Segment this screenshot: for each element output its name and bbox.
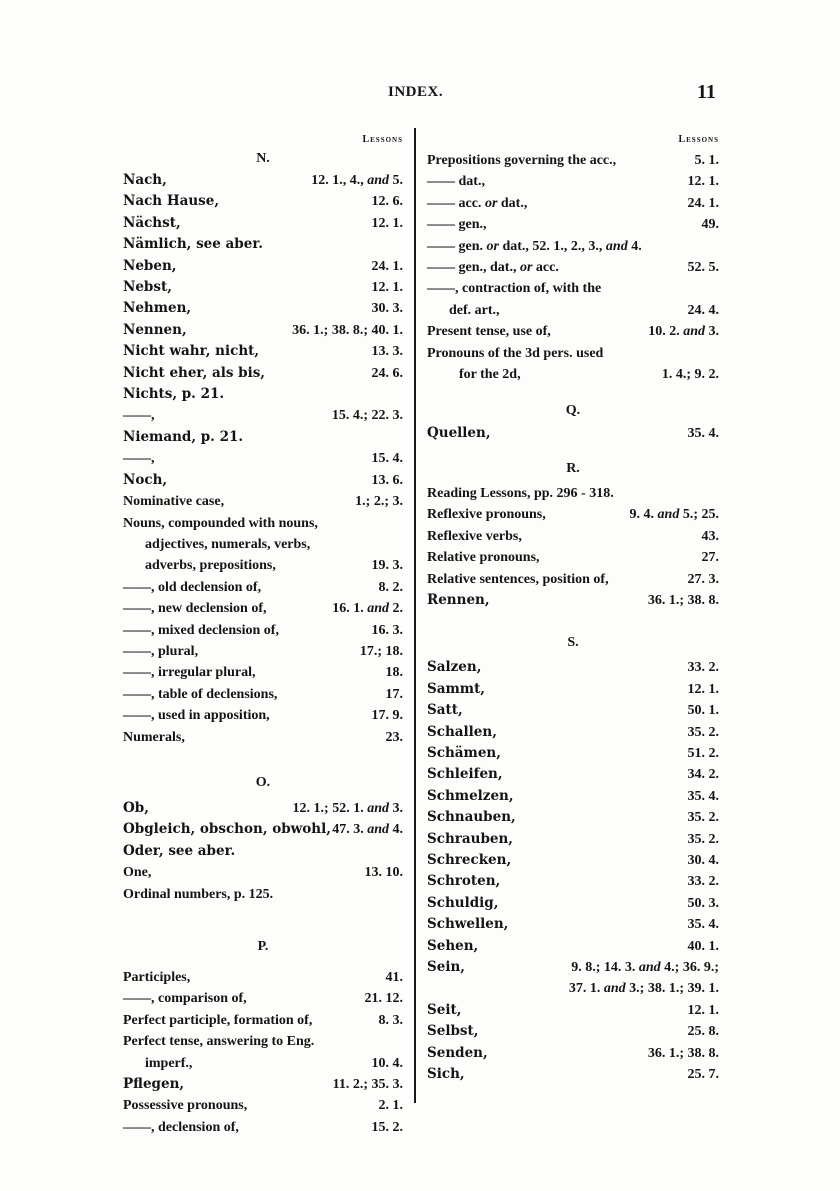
index-term: Nominative case, xyxy=(123,494,225,510)
index-term: Reflexive verbs, xyxy=(427,528,522,544)
index-column-right xyxy=(427,134,719,1085)
index-term: Quellen, xyxy=(427,425,491,442)
section-letter-heading: Q. xyxy=(565,403,581,419)
index-entry xyxy=(123,598,403,619)
index-term: Sein, xyxy=(427,959,465,975)
index-term: Reading Lessons, pp. 296 - 318. xyxy=(427,485,614,501)
lesson-reference: 24. 1. xyxy=(371,258,403,274)
index-entry xyxy=(427,278,719,299)
index-entry xyxy=(427,590,719,611)
lesson-reference: 33. 2. xyxy=(687,874,719,890)
lesson-reference: 50. 3. xyxy=(687,895,719,911)
index-term: Neben, xyxy=(123,257,177,274)
index-term: Prepositions governing the acc., xyxy=(427,153,617,168)
index-entry xyxy=(123,405,403,426)
index-entry xyxy=(427,300,719,321)
index-term: Schämen, xyxy=(427,744,501,761)
index-term: Nehmen, xyxy=(123,300,192,317)
index-term: Nach Hause, xyxy=(123,193,220,210)
index-term: Participles, xyxy=(123,970,191,985)
lesson-reference: 11. 2.; 35. 3. xyxy=(332,1077,403,1093)
lesson-reference: 23. xyxy=(385,729,403,745)
index-entry xyxy=(427,171,719,192)
index-entry xyxy=(427,764,719,785)
index-column-left xyxy=(123,134,403,1138)
index-entry xyxy=(427,1043,719,1064)
lesson-reference: 10. 2. and 3. xyxy=(648,324,719,340)
index-term: ——, used in apposition, xyxy=(123,708,270,724)
section-letter-heading: R. xyxy=(566,460,580,476)
lesson-reference: 35. 4. xyxy=(687,426,719,442)
index-term: —— gen. or dat., 52. 1., 2., 3., and 4. xyxy=(427,238,642,254)
lesson-reference: 35. 2. xyxy=(687,724,719,740)
section-letter-heading: O. xyxy=(255,774,271,790)
lesson-reference: 19. 3. xyxy=(371,558,403,574)
index-term: Obgleich, obschon, obwohl, xyxy=(123,821,331,838)
index-entry xyxy=(427,743,719,764)
index-term: Relative pronouns, xyxy=(427,550,540,566)
index-entry xyxy=(123,298,403,319)
index-entry xyxy=(427,893,719,914)
lesson-reference: 13. 6. xyxy=(371,472,403,488)
index-term: Pflegen, xyxy=(123,1076,185,1093)
index-entry xyxy=(123,1031,403,1052)
index-term: Perfect tense, answering to Eng. xyxy=(123,1034,315,1050)
index-term: Satt, xyxy=(427,702,463,719)
index-entry xyxy=(123,1053,403,1074)
index-term: def. art., xyxy=(449,302,500,318)
lesson-reference: 35. 4. xyxy=(687,917,719,933)
index-entry xyxy=(427,483,719,504)
index-term: Reflexive pronouns, xyxy=(427,507,546,523)
lesson-reference: 5. 1. xyxy=(694,153,719,168)
lesson-reference: 1. 4.; 9. 2. xyxy=(661,367,719,383)
index-entry xyxy=(123,884,403,905)
index-entry xyxy=(427,807,719,828)
index-entry xyxy=(427,257,719,278)
index-term: ——, table of declensions, xyxy=(123,686,278,702)
index-term: Ordinal numbers, p. 125. xyxy=(123,886,274,902)
index-entry xyxy=(123,662,403,683)
index-term: Nicht wahr, nicht, xyxy=(123,343,260,360)
index-term: Rennen, xyxy=(427,591,490,608)
index-entry xyxy=(427,679,719,700)
index-entry xyxy=(427,1064,719,1085)
lesson-reference: 12. 1. xyxy=(687,1002,719,1018)
index-term: Present tense, use of, xyxy=(427,324,551,340)
lesson-reference: 12. 1. xyxy=(371,280,403,296)
lesson-reference: 17. 9. xyxy=(371,708,403,724)
section-letter-heading: S. xyxy=(567,635,579,651)
index-entry xyxy=(427,236,719,257)
lesson-reference: 47. 3. and 4. xyxy=(332,822,403,838)
lesson-reference: 50. 1. xyxy=(687,703,719,719)
index-entry xyxy=(123,1095,403,1116)
index-term: Nämlich, see aber. xyxy=(123,236,263,253)
index-entry xyxy=(427,1000,719,1021)
index-term: Sammt, xyxy=(427,680,486,697)
index-entry xyxy=(427,214,719,235)
index-term: ——, irregular plural, xyxy=(123,665,256,681)
index-entry xyxy=(123,727,403,748)
index-entry xyxy=(427,526,719,547)
index-term: Nicht eher, als bis, xyxy=(123,364,266,381)
index-entry xyxy=(427,423,719,444)
index-entry xyxy=(427,700,719,721)
index-entry xyxy=(123,684,403,705)
lesson-reference: 30. 3. xyxy=(371,301,403,317)
lesson-reference: 35. 4. xyxy=(687,788,719,804)
lesson-reference: 15. 2. xyxy=(371,1119,403,1135)
index-term: Schrecken, xyxy=(427,851,512,868)
index-term: adverbs, prepositions, xyxy=(145,558,276,574)
lesson-reference: 15. 4.; 22. 3. xyxy=(331,408,403,424)
index-entry xyxy=(123,705,403,726)
column-divider xyxy=(414,128,416,1103)
index-term: Schroten, xyxy=(427,873,501,890)
lesson-reference: 9. 8.; 14. 3. and 4.; 36. 9.; xyxy=(571,960,719,975)
index-term: Seit, xyxy=(427,1001,462,1018)
index-term: Perfect participle, formation of, xyxy=(123,1012,313,1028)
index-entry xyxy=(427,569,719,590)
lesson-reference: 43. xyxy=(701,528,719,544)
page-header xyxy=(0,81,840,108)
index-term: Nebst, xyxy=(123,279,172,296)
index-entry xyxy=(427,547,719,568)
lesson-reference: 35. 2. xyxy=(687,810,719,826)
lesson-reference: 8. 2. xyxy=(378,579,403,595)
lesson-reference: 24. 1. xyxy=(687,195,719,211)
index-entry xyxy=(427,786,719,807)
index-entry xyxy=(427,1021,719,1042)
index-term: —— acc. or dat., xyxy=(427,195,528,211)
index-term: imperf., xyxy=(145,1055,193,1071)
index-entry xyxy=(123,170,403,191)
index-term: Pronouns of the 3d pers. used xyxy=(427,345,604,361)
index-term: Nichts, p. 21. xyxy=(123,386,225,403)
index-term: ——, xyxy=(123,451,155,467)
index-term: Sich, xyxy=(427,1066,465,1083)
index-entry xyxy=(123,213,403,234)
index-term: Nach, xyxy=(123,172,167,188)
index-entry xyxy=(123,277,403,298)
lesson-reference: 17.; 18. xyxy=(359,643,403,659)
index-entry xyxy=(427,321,719,342)
lesson-reference: 37. 1. and 3.; 38. 1.; 39. 1. xyxy=(568,981,719,997)
index-entry xyxy=(123,798,403,819)
lesson-reference: 8. 3. xyxy=(378,1012,403,1028)
section-letter-heading: P. xyxy=(257,939,269,954)
index-term: Oder, see aber. xyxy=(123,842,236,859)
index-entry xyxy=(427,343,719,364)
index-term: Schallen, xyxy=(427,723,497,740)
index-term: Nouns, compounded with nouns, xyxy=(123,515,318,531)
lesson-reference: 25. 7. xyxy=(687,1067,719,1083)
index-entry xyxy=(123,384,403,405)
index-term: Nächst, xyxy=(123,214,181,231)
index-term: Numerals, xyxy=(123,729,185,745)
index-entry xyxy=(123,256,403,277)
lesson-reference: 25. 8. xyxy=(687,1024,719,1040)
lesson-reference: 24. 6. xyxy=(371,365,403,381)
page-number: 11 xyxy=(697,81,716,103)
lesson-reference: 52. 5. xyxy=(687,260,719,276)
index-term: Selbst, xyxy=(427,1023,479,1040)
section-letter-heading: N. xyxy=(256,151,270,166)
index-entry xyxy=(427,850,719,871)
lesson-reference: 12. 1. xyxy=(687,174,719,190)
lesson-reference: 12. 6. xyxy=(371,194,403,210)
lesson-reference: 12. 1. xyxy=(371,215,403,231)
index-entry xyxy=(123,234,403,255)
lesson-reference: 40. 1. xyxy=(687,938,719,954)
index-term: ——, plural, xyxy=(123,643,199,659)
index-entry xyxy=(427,364,719,385)
running-title: INDEX. xyxy=(388,84,444,100)
index-entry xyxy=(123,620,403,641)
index-term: ——, mixed declension of, xyxy=(123,622,279,638)
index-term: —— gen., dat., or acc. xyxy=(427,260,559,276)
index-entry xyxy=(123,320,403,341)
index-term: Schnauben, xyxy=(427,809,516,826)
index-term: adjectives, numerals, verbs, xyxy=(145,536,311,552)
index-term: One, xyxy=(123,865,152,881)
index-entry xyxy=(123,641,403,662)
index-entry xyxy=(427,829,719,850)
lesson-reference: 17. xyxy=(385,686,403,702)
index-entry xyxy=(427,193,719,214)
index-entry xyxy=(123,363,403,384)
index-entry xyxy=(427,957,719,978)
lesson-reference: 12. 1.; 52. 1. and 3. xyxy=(292,800,403,816)
index-entry xyxy=(123,555,403,576)
index-term: Salzen, xyxy=(427,659,482,676)
index-term: —— gen., xyxy=(427,217,487,233)
index-entry xyxy=(427,871,719,892)
lesson-reference: 1.; 2.; 3. xyxy=(355,494,403,510)
lesson-reference: 30. 4. xyxy=(687,852,719,868)
index-term: ——, declension of, xyxy=(123,1119,239,1135)
index-term: Nennen, xyxy=(123,321,187,338)
lesson-reference: 35. 2. xyxy=(687,831,719,847)
lesson-reference: 16. 3. xyxy=(371,622,403,638)
lessons-column-heading: Lessons xyxy=(362,134,403,145)
index-entry xyxy=(123,862,403,883)
lesson-reference: 41. xyxy=(385,970,403,985)
index-term: ——, comparison of, xyxy=(123,991,247,1007)
index-entry xyxy=(427,978,719,999)
index-entry xyxy=(123,841,403,862)
lessons-column-heading: Lessons xyxy=(678,134,719,145)
lesson-reference: 12. 1., 4., and 5. xyxy=(311,173,403,188)
lesson-reference: 24. 4. xyxy=(687,302,719,318)
index-term: Senden, xyxy=(427,1044,488,1061)
lesson-reference: 36. 1.; 38. 8. xyxy=(647,1045,719,1061)
lesson-reference: 16. 1. and 2. xyxy=(332,601,403,617)
index-entry xyxy=(123,470,403,491)
index-entry xyxy=(427,150,719,171)
lesson-reference: 10. 4. xyxy=(371,1055,403,1071)
lesson-reference: 18. xyxy=(385,665,403,681)
index-entry xyxy=(123,988,403,1009)
index-entry xyxy=(123,819,403,840)
index-term: Sehen, xyxy=(427,937,479,954)
index-term: Noch, xyxy=(123,471,168,488)
index-entry xyxy=(427,504,719,525)
index-entry xyxy=(427,722,719,743)
index-term: Niemand, p. 21. xyxy=(123,428,244,445)
index-term: Schleifen, xyxy=(427,766,503,783)
lesson-reference: 13. 10. xyxy=(364,865,403,881)
lesson-reference: 13. 3. xyxy=(371,344,403,360)
index-term: ——, contraction of, with the xyxy=(427,281,602,297)
lesson-reference: 12. 1. xyxy=(687,681,719,697)
index-entry xyxy=(123,427,403,448)
lesson-reference: 15. 4. xyxy=(371,451,403,467)
lesson-reference: 21. 12. xyxy=(364,991,403,1007)
index-entry xyxy=(123,1117,403,1138)
index-entry xyxy=(427,936,719,957)
lesson-reference: 33. 2. xyxy=(687,660,719,676)
index-term: Schwellen, xyxy=(427,916,509,933)
index-entry xyxy=(123,491,403,512)
lesson-reference: 27. 3. xyxy=(687,571,719,587)
lesson-reference: 49. xyxy=(701,217,719,233)
lesson-reference: 9. 4. and 5.; 25. xyxy=(629,507,719,523)
index-entry xyxy=(123,448,403,469)
index-term: —— dat., xyxy=(427,174,485,190)
index-term: Schrauben, xyxy=(427,830,514,847)
lesson-reference: 34. 2. xyxy=(687,767,719,783)
index-term: ——, xyxy=(123,408,155,424)
index-entry xyxy=(427,914,719,935)
index-entry xyxy=(123,1010,403,1031)
index-term: ——, new declension of, xyxy=(123,601,267,617)
index-entry xyxy=(123,191,403,212)
index-term: for the 2d, xyxy=(459,367,521,383)
index-entry xyxy=(123,1074,403,1095)
lesson-reference: 36. 1.; 38. 8. xyxy=(647,592,719,608)
index-term: ——, old declension of, xyxy=(123,579,262,595)
lesson-reference: 51. 2. xyxy=(687,745,719,761)
index-entry xyxy=(123,513,403,534)
lesson-reference: 27. xyxy=(701,550,719,566)
index-term: Schuldig, xyxy=(427,894,499,911)
index-entry xyxy=(123,534,403,555)
index-term: Ob, xyxy=(123,799,149,816)
index-entry xyxy=(123,967,403,988)
index-term: Schmelzen, xyxy=(427,787,514,804)
lesson-reference: 2. 1. xyxy=(378,1098,403,1114)
index-term: Relative sentences, position of, xyxy=(427,571,609,587)
lesson-reference: 36. 1.; 38. 8.; 40. 1. xyxy=(292,322,403,338)
index-entry xyxy=(427,657,719,678)
index-term: Possessive pronouns, xyxy=(123,1098,248,1114)
index-entry xyxy=(123,577,403,598)
index-entry xyxy=(123,341,403,362)
